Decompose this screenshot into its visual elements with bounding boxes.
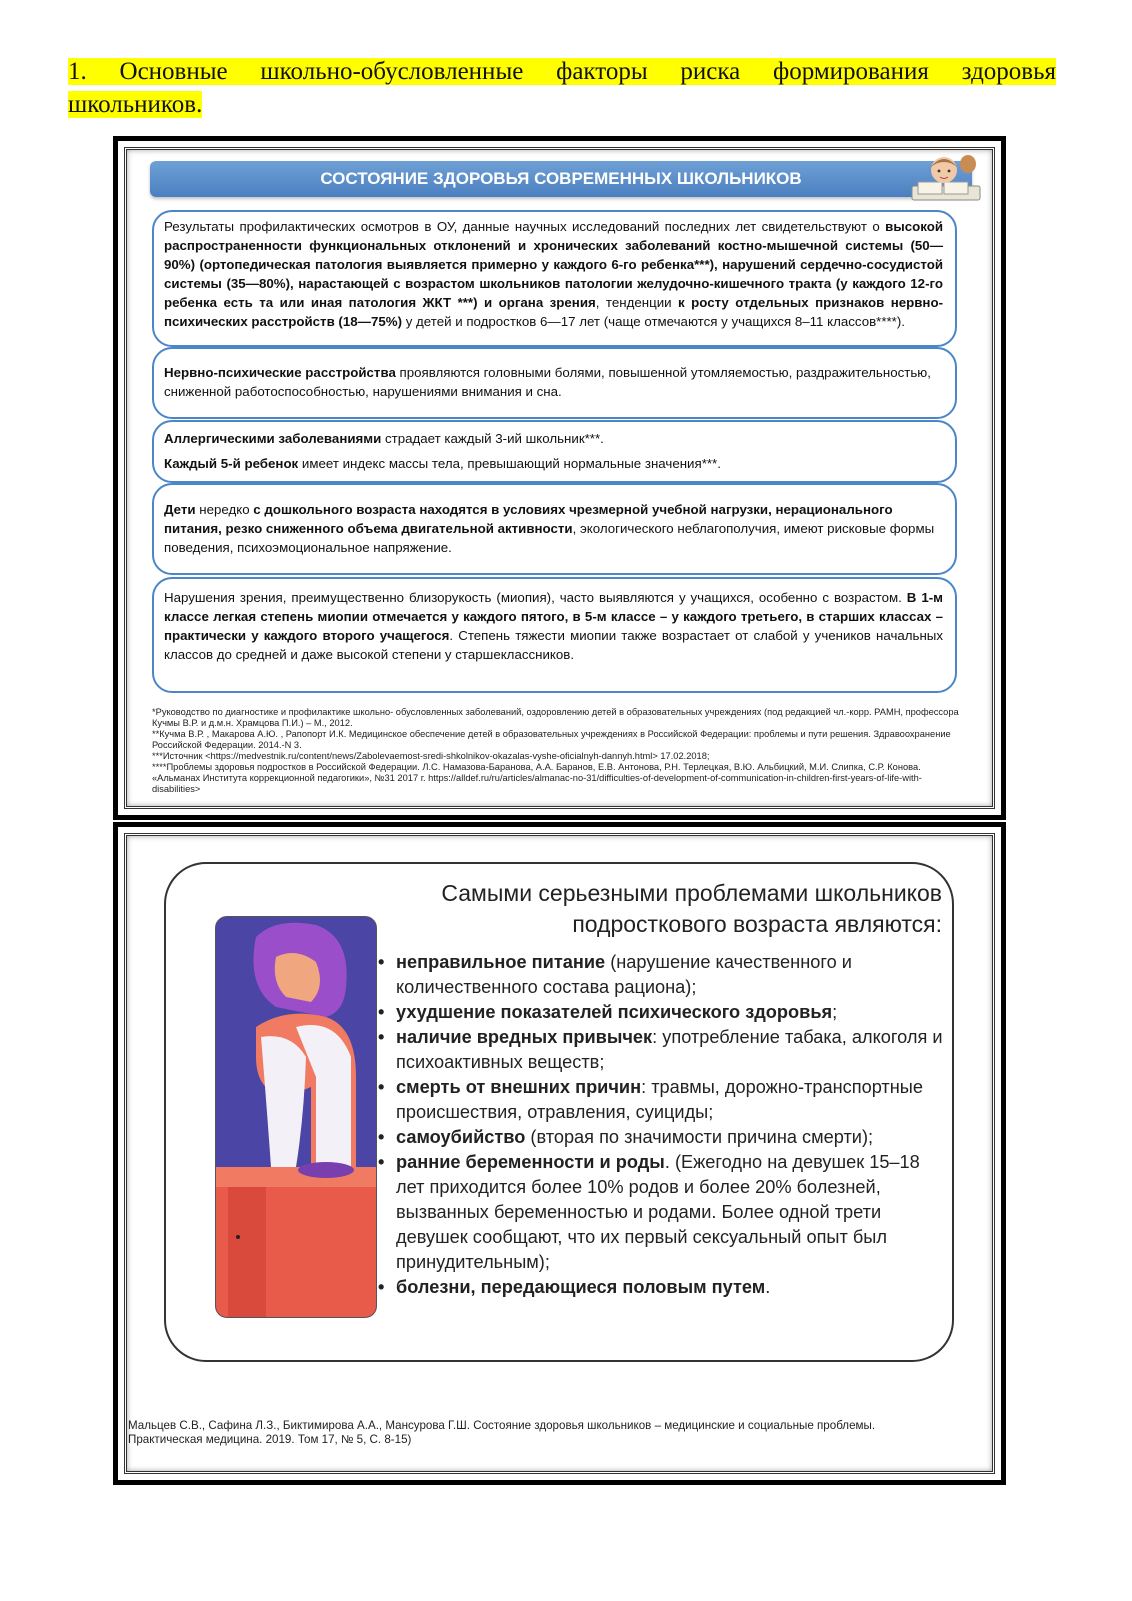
list-item [378,950,943,1000]
box5-text-1: Нарушения зрения, преимущественно близорукость (миопия), часто выявляются у учащихся, особенно с возрастом. [164,590,907,605]
section-heading [68,55,1056,121]
list-item [378,1000,943,1025]
reference-item: *Руководство по диагностике и профилактике школьно- обусловленных заболеваний, оздоровлению детей в образовательных учреждениях (под редакцией чл.-корр. РАМН, профессора Кучмы В.Р. и д.м.н. Храмцова П.И.) – М., 2012. [152,707,959,728]
item-text: (нарушение качественного и количественного состава рациона); [396,952,852,997]
box3-text-1: страдает каждый 3-ий школьник***. [381,431,604,446]
citation-line: Практическая медицина. 2019. Том 17, № 5, С. 8-15) [128,1433,412,1446]
item-bold: смерть от внешних причин [396,1077,642,1097]
slide-frame [124,147,995,809]
list-item [378,1150,943,1275]
sad-teen-icon [216,917,376,1317]
box5-text-2: . Степень тяжести миопии также возрастает от слабой у учеников начальных классов до средней и даже высокой степени у старшеклассников. [164,628,944,662]
item-text: ; [832,1002,838,1022]
slide-citation [128,1419,928,1447]
box4-text-2: , экологического неблагополучия, имеют рисковые формы поведения, психоэмоциональное напряжение. [164,521,935,555]
list-item [378,1125,943,1150]
heading-line-1: 1. Основные школьно-обусловленные факторы риска формирования здоровья [68,58,1056,85]
box2-bold-1: Нервно-психические расстройства [164,365,396,380]
box4-bold-1: Дети [164,502,196,517]
slide-title: Самыми серьезными проблемами школьников подросткового возраста являются: [441,880,942,937]
references [152,707,962,795]
box4-text-1: нередко [195,502,254,517]
child-reading-illustration-icon [910,150,982,204]
item-bold: наличие вредных привычек [396,1027,653,1047]
item-bold: неправильное питание [396,952,606,972]
item-text: . [765,1277,771,1297]
list-item [378,1275,943,1300]
sad-teen-illustration [215,916,377,1318]
slide-health-status [113,136,1006,820]
item-text: (вторая по значимости причина смерти); [525,1127,874,1147]
heading-line-2: школьников. [68,91,203,118]
problems-list [378,950,943,1300]
box4-bold-2: с дошкольного возраста находятся в условиях чрезмерной учебной нагрузки, нерационального питания, резко сниженного объема двигательной активности [164,502,893,536]
item-text: : употребление табака, алкоголя и психоактивных веществ; [396,1027,943,1072]
item-bold: ранние беременности и роды [396,1152,665,1172]
box3-text-2: имеет индекс массы тела, превышающий нормальные значения***. [298,456,721,471]
box-allergy [152,420,957,483]
item-bold: болезни, передающиеся половым путем [396,1277,766,1297]
box3-bold-2: Каждый 5-й ребенок [164,456,299,471]
box2-text-1: проявляются головными болями, повышенной утомляемостью, раздражительностью, сниженной работоспособностью, нарушениями внимания и сна. [164,365,931,399]
box5-bold-1: В 1-м классе легкая степень миопии отмечается у каждого пятого, в 5-м классе – у каждого третьего, в старших классах – практически у каждого второго учащегося [164,590,943,643]
box3-bold-1: Аллергическими заболеваниями [164,431,382,446]
heading-line-2-wrap [68,88,1056,121]
reference-item: **Кучма В.Р. , Макарова А.Ю. , Рапопорт И.К. Медицинское обеспечение детей в образовательных учреждениях в Российской Федерации: проблемы и пути решения. Здравоохранение Российской Федерации. 2014.-N 3. [152,729,951,750]
item-text: . (Ежегодно на девушек 15–18 лет приходится более 10% родов и более 20% болезней, вызванных беременностью и родами. Более одной трети девушек сообщают, что их первый сексуальный опыт был принудительным); [396,1152,920,1272]
box1-text-3: у детей и подростков 6—17 лет (чаще отмечаются у учащихся 8–11 классов****). [402,314,905,329]
item-text: : травмы, дорожно-транспортные происшествия, отравления, суициды; [396,1077,923,1122]
list-item [378,1025,943,1075]
item-bold: самоубийство [396,1127,526,1147]
box1-bold-1: высокой распространенности функциональных отклонений и хронических заболеваний костно-мышечной системы (50—90%) (ортопедическая патология выявляется примерно у каждого 6-го ребенка***), нарушений сердечно-сосудистой системы (35—80%), нарастающей с возрастом школьников патологии желудочно-кишечного тракта (у каждого 12-го ребенка есть та или иная патология ЖКТ ***) и органа зрения [164,219,943,310]
list-item [378,1075,943,1125]
box-vision [152,577,957,693]
slide-frame [124,833,995,1474]
reference-item: ***Источник <https://medvestnik.ru/content/news/Zabolevaemost-sredi-shkolnikov-okazalas-vyshe-oficialnyh-dannyh.html> 17.02.2018; [152,751,710,761]
item-bold: ухудшение показателей психического здоровья [396,1002,833,1022]
box1-text-2: , тенденции [595,295,679,310]
box1-text-1: Результаты профилактических осмотров в ОУ, данные научных исследований последних лет свидетельствуют о [164,219,886,234]
slide-teen-problems [113,822,1006,1485]
slide-banner: СОСТОЯНИЕ ЗДОРОВЬЯ СОВРЕМЕННЫХ ШКОЛЬНИКОВ [150,161,972,197]
citation-line: Мальцев С.В., Сафина Л.З., Биктимирова А.А., Мансурова Г.Ш. Состояние здоровья школьников – медицинские и социальные проблемы. [128,1419,876,1432]
box-neuro-psychic [152,347,957,419]
problems-card [164,862,954,1362]
box-screening-results [152,210,957,347]
reference-item: ****Проблемы здоровья подростков в Российской Федерации. Л.С. Намазова-Баранова, А.А. Баранов, Е.В. Антонова, Р.Н. Терлецкая, В.Ю. Альбицкий, М.И. Слипка, С.Р. Конова. «Альманах Института коррекционной педагогики», №31 2017 г. https://alldef.ru/ru/articles/almanac-no-31/difficulties-of-development-of-communication-in-children-first-years-of-life-with-disabilities> [152,762,922,794]
box1-bold-2: к росту отдельных признаков нервно-психических расстройств (18—75%) [164,295,943,329]
box-school-load [152,483,957,575]
